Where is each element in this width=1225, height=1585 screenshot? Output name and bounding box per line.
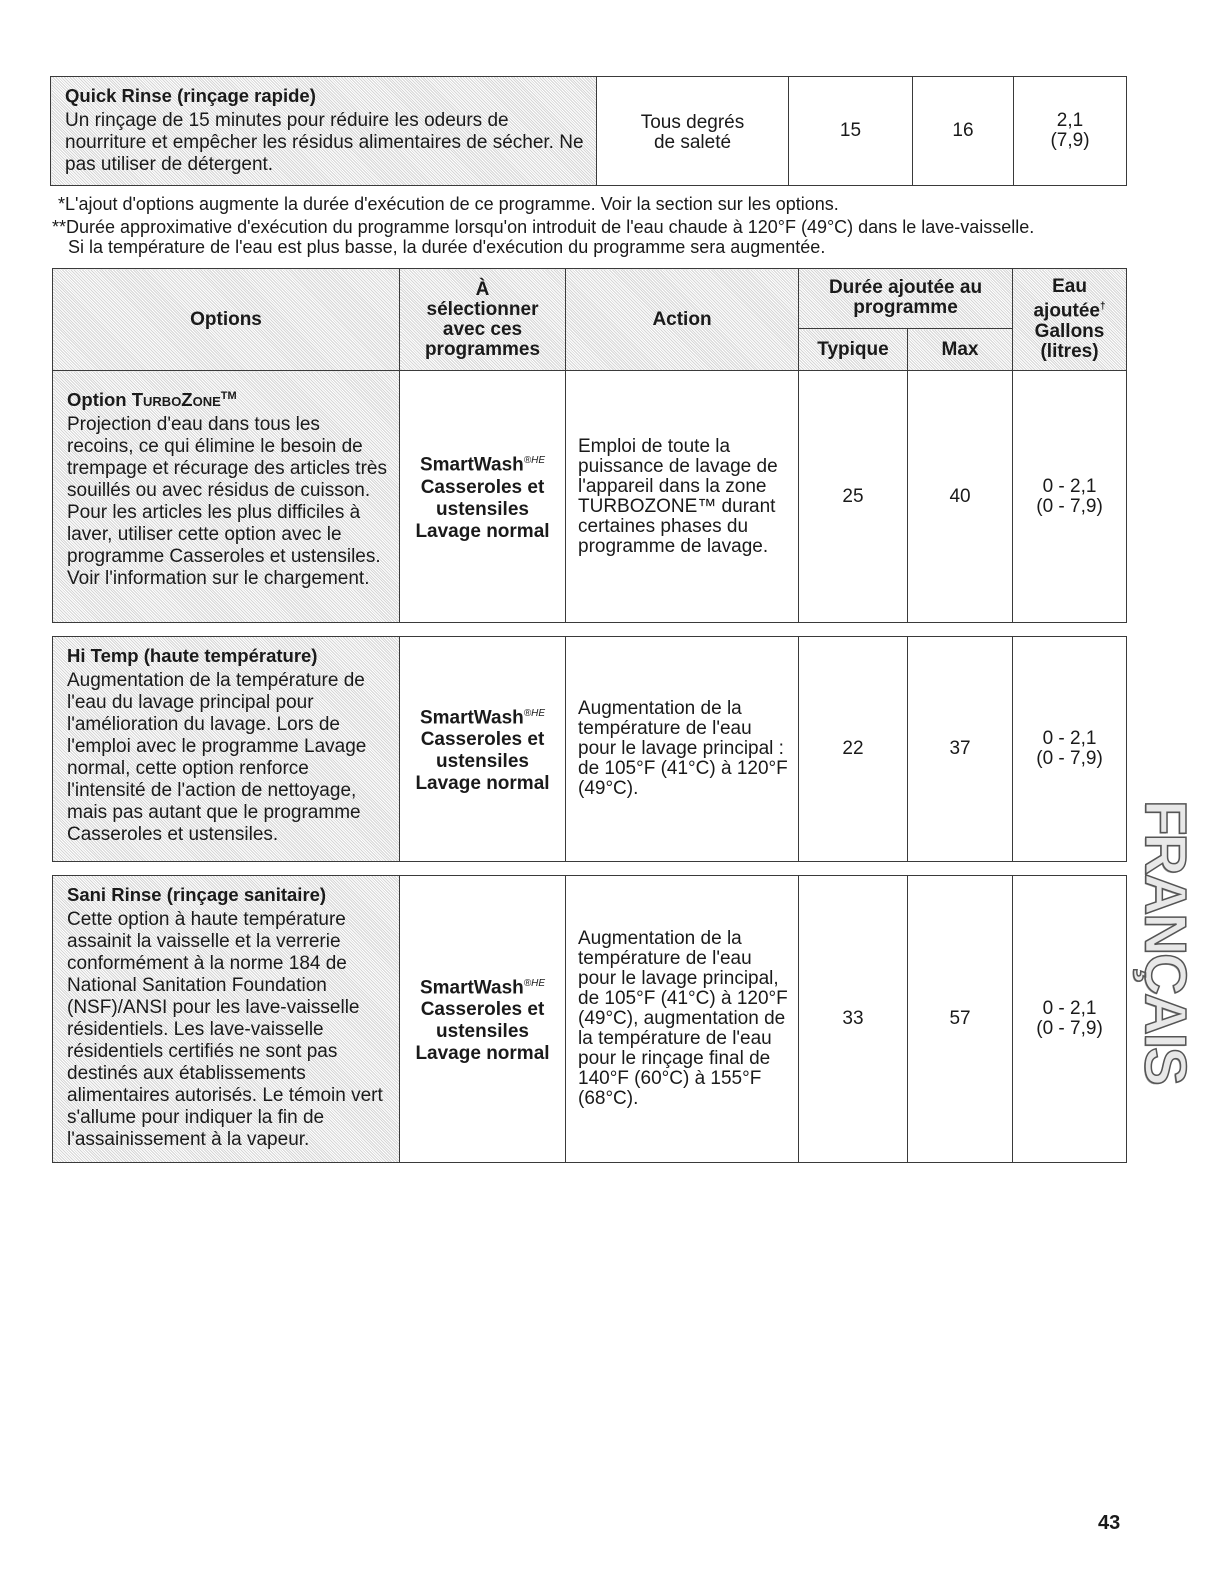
language-side-tab — [1132, 800, 1198, 1084]
option-hitemp-programs — [400, 637, 566, 862]
option-sanirinse-typical: 33 — [799, 876, 908, 1163]
program-smartwash-sup: ®HE — [523, 455, 546, 467]
option-turbozone-water: 0 - 2,1 — [1042, 475, 1097, 497]
header-water-line2-text: ajoutée — [1033, 300, 1100, 322]
header-select-programs-text: À sélectionner avec ces programmes — [424, 278, 541, 360]
option-turbozone-typical: 25 — [799, 371, 908, 623]
header-row — [53, 269, 1127, 329]
table-row — [51, 77, 1127, 186]
footnote-duration: **Durée approximative d'exécution du programme lorsqu'on introduit de l'eau chaude à 120°F (49°C) dans le lave-vaisselle. — [52, 217, 1035, 237]
option-turbozone-max: 40 — [908, 371, 1013, 623]
header-action: Action — [566, 269, 799, 371]
quick-rinse-soil-cell — [597, 77, 789, 186]
options-table — [52, 268, 1127, 1163]
table-row — [53, 637, 1127, 862]
footnote-temperature: Si la température de l'eau est plus basse, la durée d'exécution du programme sera augmentée. — [68, 237, 826, 257]
header-typical: Typique — [799, 329, 908, 371]
program-smartwash — [400, 703, 565, 729]
program-smartwash — [400, 450, 565, 476]
table-row — [53, 371, 1127, 623]
option-hitemp-title: Hi Temp (haute température) — [67, 645, 318, 666]
header-added-time-text: Durée ajoutée au programme — [828, 277, 983, 318]
header-water-line3: Gallons — [1034, 320, 1105, 342]
program-smartwash-sup: ®HE — [523, 707, 546, 719]
option-sanirinse-max: 57 — [908, 876, 1013, 1163]
quick-rinse-col-b-value: 16 — [952, 120, 974, 141]
option-turbozone-title-tm: TM — [220, 390, 237, 402]
quick-rinse-water: 2,1 — [1056, 110, 1084, 131]
quick-rinse-col-a — [789, 77, 913, 186]
option-turbozone-title-prefix: Option — [67, 389, 132, 411]
option-turbozone-programs — [400, 371, 566, 623]
option-sanirinse-water: 0 - 2,1 — [1042, 998, 1097, 1019]
quick-rinse-title: Quick Rinse (rinçage rapide) — [65, 85, 316, 106]
option-sanirinse-title: Sani Rinse (rinçage sanitaire) — [67, 884, 327, 905]
footnote-options: *L'ajout d'options augmente la durée d'exécution de ce programme. Voir la section sur les options. — [58, 194, 839, 214]
program-pots: Casseroles et ustensiles — [420, 476, 545, 520]
quick-rinse-table — [50, 76, 1127, 186]
header-max: Max — [908, 329, 1013, 371]
option-turbozone-title-sc: TurboZone — [131, 389, 221, 411]
option-turbozone-description: Projection d'eau dans tous les recoins, ce qui élimine le besoin de trempage et récurage des articles très souillés ou avec résidus de cuisson. Pour les articles les plus difficiles à laver, utiliser cette option avec le programme Casseroles et ustensiles. Voir l'information sur le chargement. — [67, 414, 387, 590]
program-smartwash-text: SmartWash — [419, 454, 524, 476]
header-water-line1: Eau — [1052, 276, 1087, 298]
row-gap — [53, 862, 1127, 876]
program-normal: Lavage normal — [415, 520, 550, 542]
header-water-added — [1013, 269, 1127, 371]
option-sanirinse-action: Augmentation de la température de l'eau pour le lavage principal, de 105°F (41°C) à 120°F (49°C), augmentation de la température de l'eau pour le rinçage final de 140°F (60°C) à 155°F (68°C). — [566, 876, 799, 1163]
option-sanirinse-description: Cette option à haute température assainit la vaisselle et la verrerie conformément à la norme 184 de National Sanitation Foundation (NSF)/ANSI pour les lave-vaisselle résidentiels. Les lave-vaisselle résidentiels certifiés ne sont pas destinés aux établissements alimentaires autorisés. Le témoin vert s'allume pour indiquer la fin de l'assainissement à la vapeur. — [67, 909, 383, 1150]
row-gap — [53, 623, 1127, 637]
option-sanirinse-water-litres: (0 - 7,9) — [1036, 1018, 1103, 1039]
program-pots: Casseroles et ustensiles — [420, 999, 545, 1043]
option-turbozone-water-cell — [1013, 371, 1127, 623]
option-hitemp-typical: 22 — [799, 637, 908, 862]
quick-rinse-desc-cell — [51, 77, 597, 186]
option-sanirinse-water-cell — [1013, 876, 1127, 1163]
program-pots: Casseroles et ustensiles — [420, 729, 545, 773]
header-added-time — [799, 269, 1013, 329]
quick-rinse-water-cell — [1014, 77, 1127, 186]
option-sanirinse-programs — [400, 876, 566, 1163]
quick-rinse-description: Un rinçage de 15 minutes pour réduire les odeurs de nourriture et empêcher les résidus alimentaires de sécher. Ne pas utiliser de détergent. — [65, 110, 584, 175]
header-water-line2 — [1013, 297, 1126, 321]
quick-rinse-col-a-value: 15 — [839, 120, 862, 141]
program-smartwash — [400, 973, 565, 999]
option-hitemp-action: Augmentation de la température de l'eau pour le lavage principal : de 105°F (41°C) à 120°F (49°C). — [566, 637, 799, 862]
option-hitemp-desc-cell — [53, 637, 400, 862]
option-turbozone-water-litres: (0 - 7,9) — [1036, 495, 1103, 517]
program-smartwash-sup: ®HE — [523, 977, 546, 989]
header-water-dagger: † — [1100, 301, 1106, 313]
option-hitemp-water-litres: (0 - 7,9) — [1036, 748, 1103, 769]
program-normal: Lavage normal — [415, 1043, 550, 1065]
option-turbozone-title — [67, 385, 389, 411]
program-smartwash-text: SmartWash — [419, 707, 524, 729]
option-hitemp-description: Augmentation de la température de l'eau du lavage principal pour l'amélioration du lavage. Lors de l'emploi avec le programme Lavage normal, cette option renforce l'intensité de l'action de nettoyage, mais pas autant que le programme Casseroles et ustensiles. — [67, 670, 367, 845]
quick-rinse-water-litres: (7,9) — [1050, 130, 1090, 151]
program-normal: Lavage normal — [415, 773, 550, 795]
option-sanirinse-desc-cell — [53, 876, 400, 1163]
program-smartwash-text: SmartWash — [419, 977, 524, 999]
option-hitemp-max: 37 — [908, 637, 1013, 862]
option-turbozone-desc-cell — [53, 371, 400, 623]
option-hitemp-water-cell — [1013, 637, 1127, 862]
quick-rinse-col-b — [913, 77, 1014, 186]
language-side-tab-text: FRANÇAIS — [1132, 800, 1198, 1084]
option-hitemp-water: 0 - 2,1 — [1042, 728, 1097, 749]
quick-rinse-soil: Tous degrés de saleté — [640, 112, 745, 153]
header-options: Options — [53, 269, 400, 371]
option-turbozone-action: Emploi de toute la puissance de lavage de l'appareil dans la zone TURBOZONE™ durant certaines phases du programme de lavage. — [566, 371, 799, 623]
table-row — [53, 876, 1127, 1163]
page-number: 43 — [1098, 1512, 1121, 1534]
header-select-programs — [400, 269, 566, 371]
header-water-line4: (litres) — [1040, 340, 1099, 362]
